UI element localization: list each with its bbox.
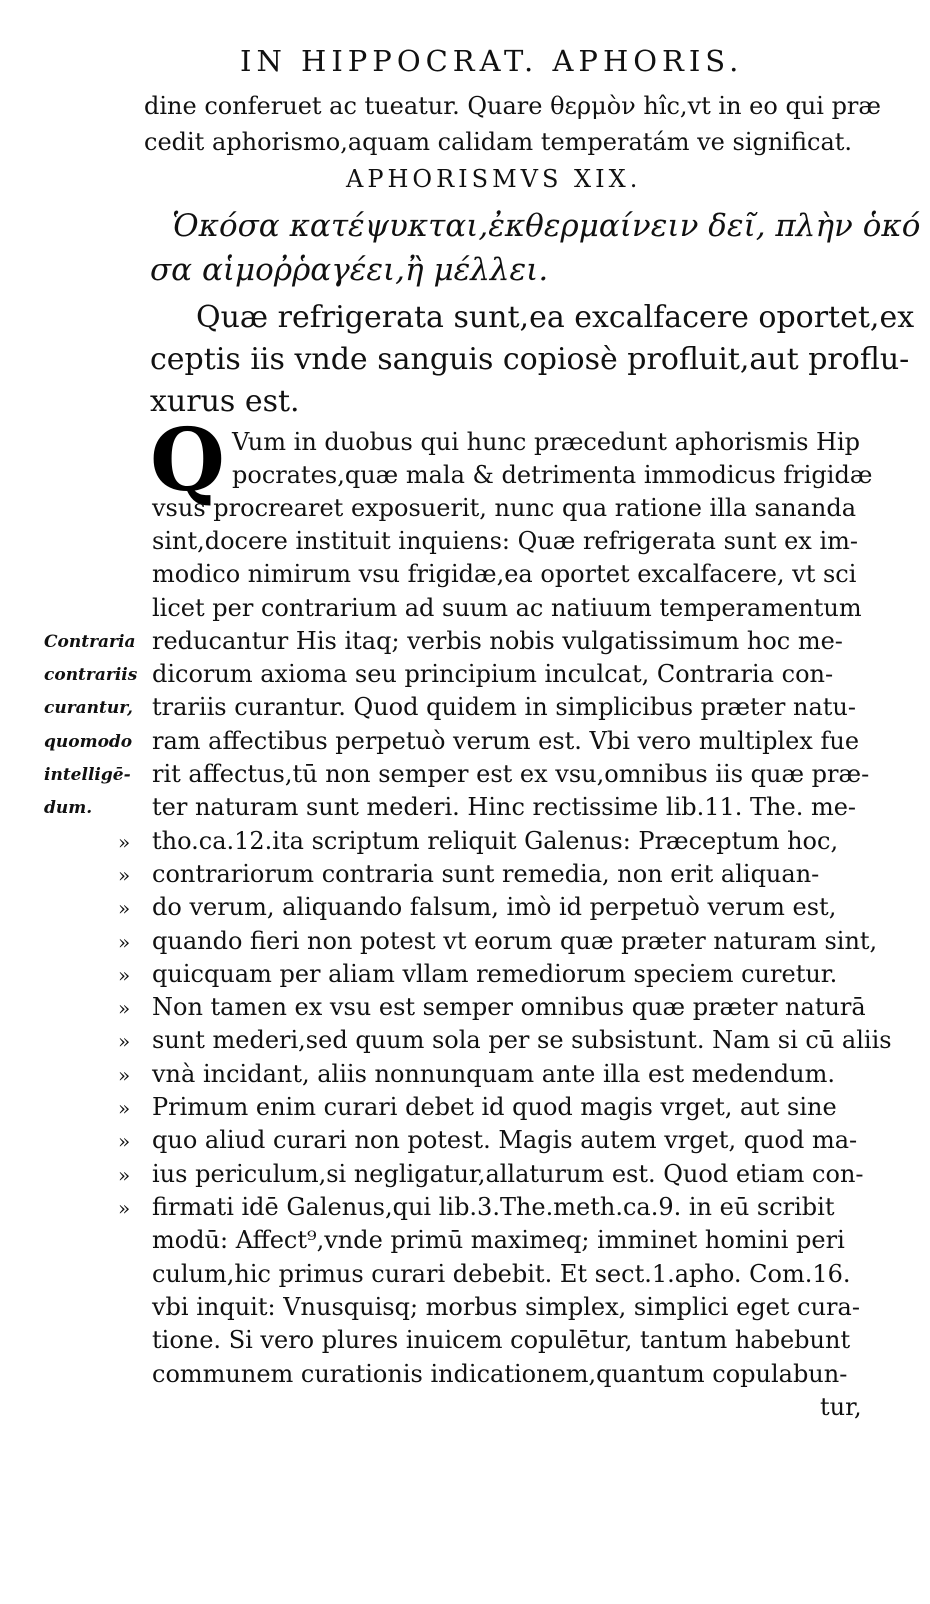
greek-aphorism-line: Ὁκόσα κατέψυκται,ἐκθερμαίνειν δεῖ, πλὴν ὁκό [172,208,921,244]
margin-note-line: intelligē- [44,765,131,785]
commentary-line: tione. Si vero plures inuicem copulētur, tantum habebunt [152,1326,851,1354]
drop-cap-initial: Q [150,410,225,511]
commentary-line: modico nimirum vsu frigidæ,ea oportet excalfacere, vt sci [152,560,857,588]
running-head: IN HIPPOCRAT. APHORIS. [240,44,744,78]
commentary-line: modū: Affect⁹,vnde primū maximeq; imminet homini peri [152,1226,845,1254]
quotation-marker: » [118,1063,131,1087]
quotation-marker: » [118,1096,131,1120]
margin-note-line: curantur, [44,698,133,718]
commentary-line: communem curationis indicationem,quantum copulabun- [152,1360,848,1388]
quotation-marker: » [118,1196,131,1220]
commentary-line: vbi inquit: Vnusquisq; morbus simplex, simplici eget cura- [152,1293,860,1321]
commentary-line: tho.ca.12.ita scriptum reliquit Galenus: Præceptum hoc, [152,827,839,855]
commentary-line: Vum in duobus qui hunc præcedunt aphorismis Hip [232,428,860,456]
commentary-line: sunt mederi,sed quum sola per se subsistunt. Nam si cū aliis [152,1026,892,1054]
commentary-line: ter naturam sunt mederi. Hinc rectissime lib.11. The. me- [152,793,857,821]
margin-note-line: quomodo [44,732,133,752]
commentary-line: tur, [820,1393,862,1421]
commentary-line: culum,hic primus curari debebit. Et sect.1.apho. Com.16. [152,1260,851,1288]
commentary-line: rit affectus,tū non semper est ex vsu,omnibus iis quæ præ- [152,760,870,788]
commentary-line: ram affectibus perpetuò verum est. Vbi vero multiplex fue [152,727,860,755]
quotation-marker: » [118,930,131,954]
quotation-marker: » [118,996,131,1020]
aphorism-title: APHORISMVS XIX. [346,165,642,193]
quotation-marker: » [118,1029,131,1053]
margin-note-line: contrariis [44,665,138,685]
commentary-line: trariis curantur. Quod quidem in simplicibus præter natu- [152,693,856,721]
commentary-line: pocrates,quæ mala & detrimenta immodicus frigidæ [232,461,873,489]
margin-note-line: Contraria [44,632,136,652]
commentary-line: licet per contrarium ad suum ac natiuum temperamentum [152,594,862,622]
commentary-line: contrariorum contraria sunt remedia, non erit aliquan- [152,860,820,888]
commentary-line: vnà incidant, aliis nonnunquam ante illa est medendum. [152,1060,835,1088]
commentary-line: vsus procrearet exposuerit, nunc qua ratione illa sananda [152,494,857,522]
commentary-line: Primum enim curari debet id quod magis vrget, aut sine [152,1093,837,1121]
commentary-line: Non tamen ex vsu est semper omnibus quæ præter naturā [152,993,866,1021]
latin-aphorism-line: Quæ refrigerata sunt,ea excalfacere oportet,ex [196,300,915,335]
latin-aphorism-line: xurus est. [150,384,300,419]
greek-aphorism-line: σα αἱμοῤῥαγέει,ἢ μέλλει. [150,252,549,288]
quotation-marker: » [118,896,131,920]
commentary-line: sint,docere instituit inquiens: Quæ refrigerata sunt ex im- [152,527,858,555]
quotation-marker: » [118,963,131,987]
commentary-line: do verum, aliquando falsum, imò id perpetuò verum est, [152,893,837,921]
margin-note-line: dum. [44,798,93,818]
commentary-line: quo aliud curari non potest. Magis autem vrget, quod ma- [152,1126,858,1154]
commentary-line: quando fieri non potest vt eorum quæ præter naturam sint, [152,927,878,955]
commentary-line: ius periculum,si negligatur,allaturum est. Quod etiam con- [152,1160,864,1188]
commentary-line: reducantur His itaq; verbis nobis vulgatissimum hoc me- [152,627,843,655]
intro-line: cedit aphorismo,aquam calidam temperatám ve significat. [144,128,853,156]
quotation-marker: » [118,830,131,854]
quotation-marker: » [118,1129,131,1153]
quotation-marker: » [118,863,131,887]
quotation-marker: » [118,1163,131,1187]
commentary-line: quicquam per aliam vllam remediorum speciem curetur. [152,960,838,988]
commentary-line: dicorum axioma seu principium inculcat, Contraria con- [152,660,834,688]
intro-line: dine conferuet ac tueatur. Quare θερμὸν hîc,vt in eo qui præ [144,92,881,120]
commentary-line: firmati idē Galenus,qui lib.3.The.meth.ca.9. in eū scribit [152,1193,835,1221]
latin-aphorism-line: ceptis iis vnde sanguis copiosè profluit,aut proflu- [150,342,910,377]
